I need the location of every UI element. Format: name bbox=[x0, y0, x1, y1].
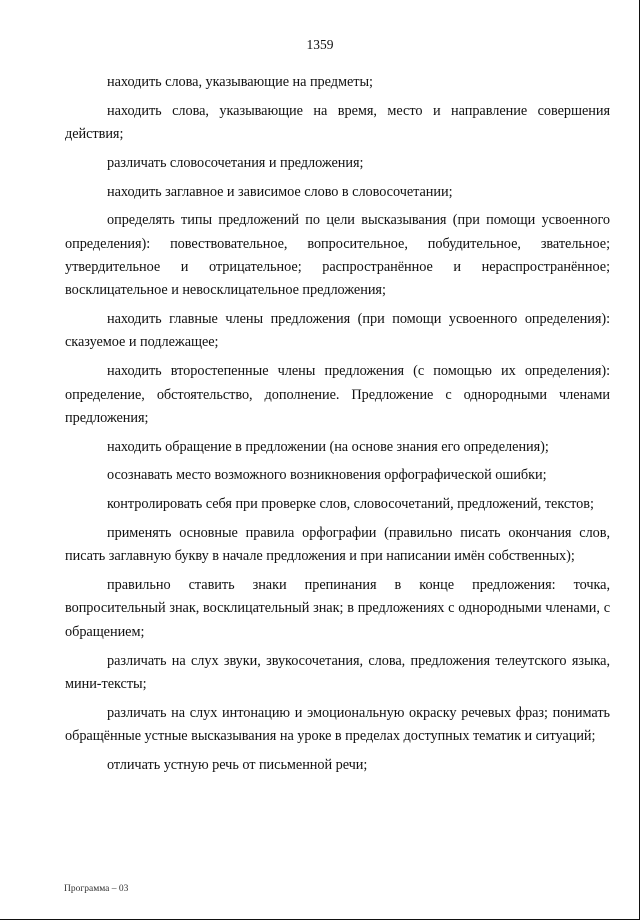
paragraph: правильно ставить знаки препинания в конце предложения: точка, вопросительный знак, восклицательный знак; в предложениях с однородными членами, с обращением; bbox=[65, 577, 610, 640]
paragraph: находить заглавное и зависимое слово в словосочетании; bbox=[107, 183, 453, 200]
body-text bbox=[65, 71, 610, 783]
paragraph: находить главные члены предложения (при помощи усвоенного определения): сказуемое и подлежащее; bbox=[65, 311, 610, 351]
paragraph: находить второстепенные члены предложения (с помощью их определения): определение, обстоятельство, дополнение. Предложение с однородными членами предложения; bbox=[65, 363, 610, 426]
paragraph: находить слова, указывающие на время, место и направление совершения действия; bbox=[65, 102, 610, 143]
page-number: 1359 bbox=[306, 37, 334, 52]
paragraph: отличать устную речь от письменной речи; bbox=[107, 756, 368, 773]
footer-label: Программа – 03 bbox=[64, 884, 129, 894]
paragraph: различать словосочетания и предложения; bbox=[107, 154, 364, 171]
paragraph: осознавать место возможного возникновения орфографической ошибки; bbox=[107, 467, 547, 484]
paragraph: различать на слух звуки, звукосочетания, слова, предложения телеутского языка, мини-тексты; bbox=[65, 652, 610, 692]
paragraph: контролировать себя при проверке слов, словосочетаний, предложений, текстов; bbox=[107, 496, 594, 513]
paragraph: различать на слух интонацию и эмоциональную окраску речевых фраз; понимать обращённые устные высказывания на уроке в пределах доступных тематик и ситуаций; bbox=[65, 704, 610, 744]
paragraph: применять основные правила орфографии (правильно писать окончания слов, писать заглавную букву в начале предложения и при написании имён собственных); bbox=[65, 525, 610, 565]
paragraph: находить обращение в предложении (на основе знания его определения); bbox=[107, 438, 549, 455]
paragraph: находить слова, указывающие на предметы; bbox=[107, 74, 373, 90]
paragraph: определять типы предложений по цели высказывания (при помощи усвоенного определения): повествовательное, вопросительное, побудительное, звательное; утвердительное и отрицательное; распространённое и нераспространённое; восклицательное и невосклицательное предложения; bbox=[65, 212, 610, 299]
